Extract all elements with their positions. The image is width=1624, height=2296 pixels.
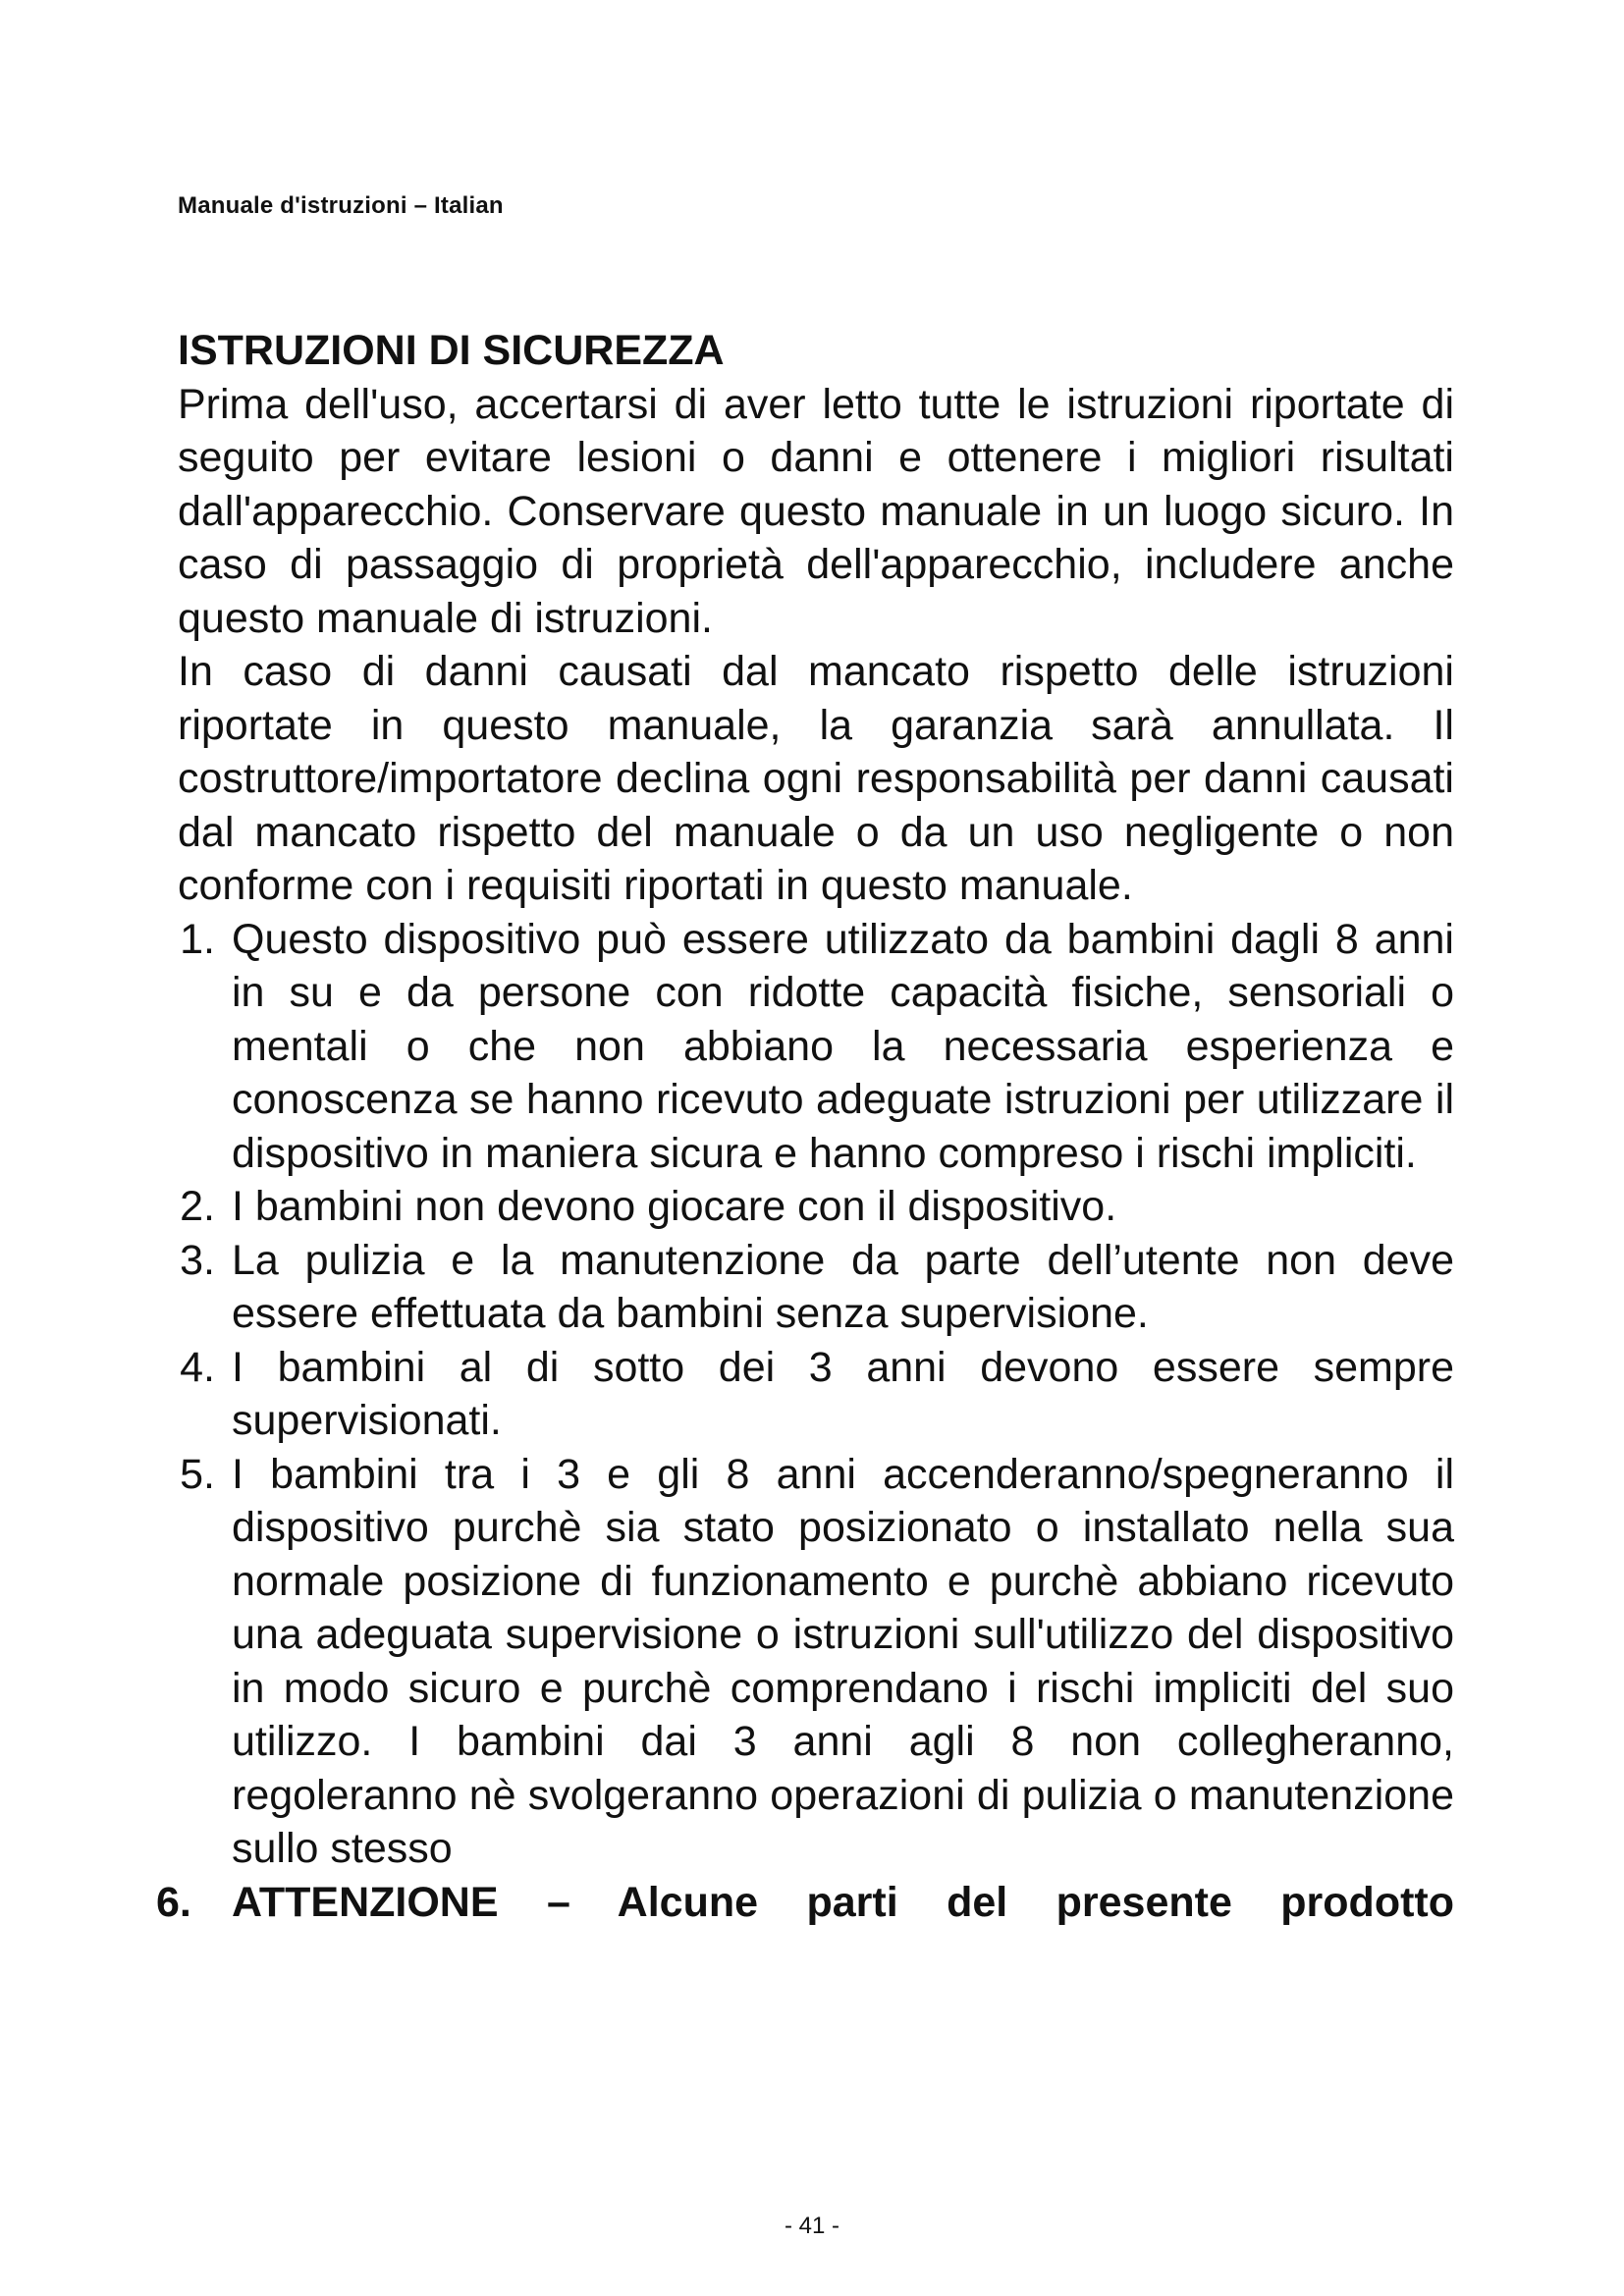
list-item: [178, 1341, 1454, 1448]
warranty-paragraph: In caso di danni causati dal mancato rispetto delle istruzioni riportate in questo manuale, la garanzia sarà annullata. Il costruttore/importatore declina ogni responsabilità per danni causati dal mancato rispetto del manuale o da un uso negligente o non conforme con i requisiti riportati in questo manuale.: [178, 648, 1454, 909]
list-item-number: 1.: [180, 915, 215, 963]
list-item-text: La pulizia e la manutenzione da parte dell’utente non deve essere effettuata da bambini senza supervisione.: [232, 1236, 1454, 1337]
list-item: [178, 1180, 1454, 1234]
list-item-warning: [156, 1876, 1454, 1930]
running-header: Manuale d'istruzioni – Italian: [178, 192, 504, 219]
list-item-text: I bambini non devono giocare con il dispositivo.: [232, 1183, 1117, 1230]
safety-list: [156, 913, 1454, 1930]
intro-paragraph: Prima dell'uso, accertarsi di aver letto tutte le istruzioni riportate di seguito per evitare lesioni o danni e ottenere i migliori risultati dall'apparecchio. Conservare questo manuale in un luogo sicuro. In caso di passaggio di proprietà dell'apparecchio, includere anche questo manuale di istruzioni.: [178, 380, 1454, 642]
list-item: [178, 913, 1454, 1181]
section-title: ISTRUZIONI DI SICUREZZA: [178, 327, 725, 374]
list-item-text: Questo dispositivo può essere utilizzato da bambini dagli 8 anni in su e da persone con ridotte capacità fisiche, sensoriali o mentali o che non abbiano la necessaria esperienza e conoscenza se hanno ricevuto adeguate istruzioni per utilizzare il dispositivo in maniera sicura e hanno compreso i rischi impliciti.: [232, 915, 1454, 1177]
list-item-number: 2.: [180, 1183, 215, 1230]
list-item: [178, 1234, 1454, 1341]
page-number: - 41 -: [784, 2213, 839, 2239]
list-item: [178, 1448, 1454, 1876]
list-item-number: 3.: [180, 1236, 215, 1284]
list-item-number: 6.: [156, 1878, 191, 1926]
list-item-text: I bambini al di sotto dei 3 anni devono essere sempre supervisionati.: [232, 1343, 1454, 1444]
list-item-number: 5.: [180, 1450, 215, 1498]
page-content: [156, 324, 1454, 1929]
list-item-text: I bambini tra i 3 e gli 8 anni accenderanno/spegneranno il dispositivo purchè sia stato posizionato o installato nella sua normale posizione di funzionamento e purchè abbiano ricevuto una adeguata supervisione o istruzioni sull'utilizzo del dispositivo in modo sicuro e purchè comprendano i rischi impliciti del suo utilizzo. I bambini dai 3 anni agli 8 non collegheranno, regoleranno nè svolgeranno operazioni di pulizia o manutenzione sullo stesso: [232, 1450, 1454, 1872]
list-item-number: 4.: [180, 1343, 215, 1391]
list-item-text: ATTENZIONE – Alcune parti del presente prodotto: [232, 1878, 1454, 1926]
